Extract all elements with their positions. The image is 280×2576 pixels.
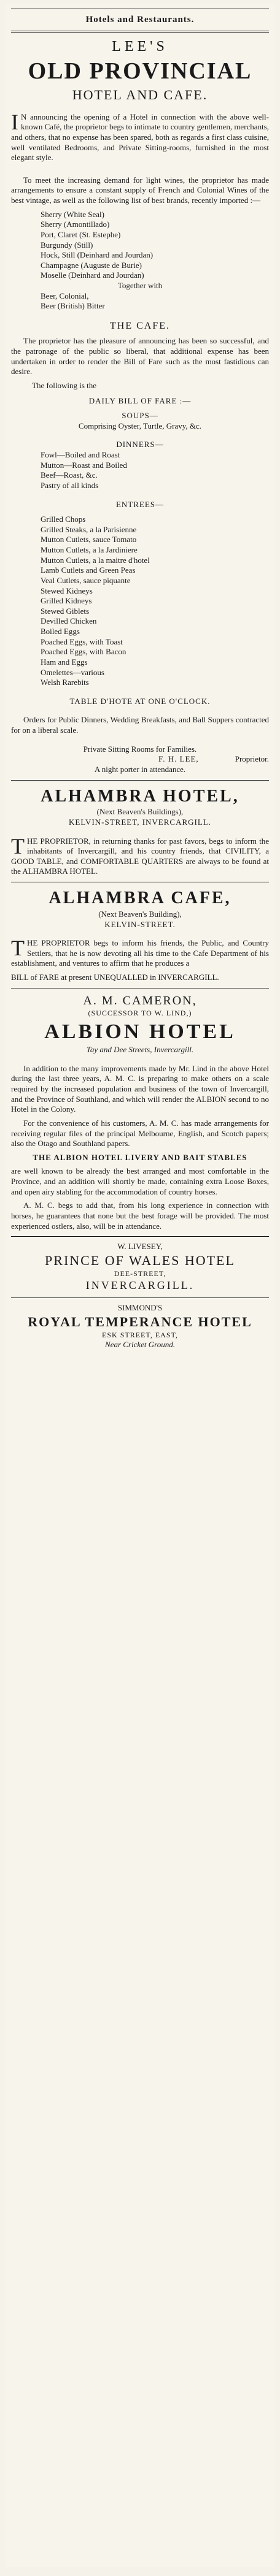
lees-name: LEE'S: [112, 39, 168, 55]
royal-title: ROYAL TEMPERANCE HOTEL: [28, 1313, 252, 1329]
soups-heading: SOUPS—: [122, 411, 158, 421]
lees-wines-intro: To meet the increasing demand for light wines, the proprietor has made arrangements to ensure a constant supply of French and Colonial Wines of the best vintage, as well as the following list of best brands, recently imported :—: [11, 175, 269, 205]
albion-p1: In addition to the many improvements made by Mr. Lind in the above Hotel during the last three years, A. M. C. is preparing to make others on a scale required by the increased population and business of the town of Invercargill, and the Province of Southland, and which will render the ALBION second to no Hotel in the Colony.: [11, 1063, 269, 1114]
entree-item: Veal Cutlets, sauce piquante: [41, 575, 131, 585]
dinner-item: Pastry of all kinds: [41, 480, 99, 490]
orders-text: Orders for Public Dinners, Wedding Breakfasts, and Ball Suppers contracted for on a liberal scale.: [11, 715, 269, 735]
alhambra-cafe-address1: (Next Beaven's Building),: [98, 909, 182, 919]
wine-item: Sherry (Amontillado): [41, 220, 110, 229]
alhambra-cafe-bill: BILL of FARE at present UNEQUALLED in INVERCARGILL.: [11, 973, 219, 982]
proprietor-name: F. H. LEE,: [158, 754, 199, 764]
newspaper-page: [5, 4, 275, 2567]
section-rule: [11, 31, 269, 32]
table-dhote: TABLE D'HOTE AT ONE O'CLOCK.: [69, 696, 211, 706]
entree-item: Ham and Eggs: [41, 657, 88, 667]
wine-item: Hock, Still (Deinhard and Jourdan): [41, 250, 154, 260]
albion-p3: A. M. C. begs to add that, from his long experience in connection with horses, he guarantees that none but the best forage will be provided. The most experienced ostlers, also, will be in attendance.: [11, 1201, 269, 1231]
dinners-heading: DINNERS—: [116, 440, 164, 449]
entree-item: Mutton Cutlets, a la maitre d'hotel: [41, 555, 150, 565]
albion-title: ALBION HOTEL: [44, 1020, 236, 1043]
albion-ad: [11, 993, 269, 1231]
lees-subtitle: HOTEL AND CAFE.: [72, 86, 208, 102]
entree-item: Grilled Kidneys: [41, 596, 92, 606]
private-rooms: Private Sitting Rooms for Families.: [83, 744, 197, 754]
prince-town: INVERCARGILL.: [85, 1279, 195, 1292]
entree-item: Stewed Giblets: [41, 606, 90, 616]
alhambra-cafe-text: THE PROPRIETOR begs to inform his friends, the Public, and Country Settlers, that he is now devoting all his time to the Cafe Department of his establishment, and ventures to affirm that he produces a: [11, 936, 269, 968]
wine-item: Sherry (White Seal): [41, 209, 104, 219]
entree-list: [11, 514, 269, 688]
section-header: Hotels and Restaurants.: [85, 15, 195, 25]
dinner-list: [11, 450, 269, 491]
alhambra-cafe-address2: KELVIN-STREET.: [104, 919, 176, 929]
royal-ad: [11, 1303, 269, 1350]
proprietor-label: Proprietor.: [235, 754, 269, 764]
signature-block: [11, 754, 269, 765]
prince-title: PRINCE OF WALES HOTEL: [45, 1252, 235, 1268]
alhambra-hotel-title: ALHAMBRA HOTEL,: [41, 786, 239, 806]
entree-item: Grilled Chops: [41, 514, 86, 524]
entree-item: Omelettes—various: [41, 667, 104, 677]
lees-ad: [11, 37, 269, 774]
albion-livery-heading: THE ALBION HOTEL LIVERY AND BAIT STABLES: [33, 1152, 247, 1162]
bill-heading: DAILY BILL OF FARE :—: [88, 396, 192, 405]
alhambra-hotel-address2: KELVIN-STREET, INVERCARGILL.: [68, 817, 211, 827]
entree-item: Grilled Steaks, a la Parisienne: [41, 524, 137, 534]
entree-item: Mutton Cutlets, sauce Tomato: [41, 535, 137, 545]
albion-p2: For the convenience of his customers, A. M. C. has made arrangements for receiving regular files of the principal Melbourne, English, and Scotch papers; also the Otago and Southland papers.: [11, 1118, 269, 1148]
together-with: Together with: [117, 281, 163, 291]
wine-item: Moselle (Deinhard and Jourdan): [41, 270, 144, 280]
prince-owner: W. LIVESEY,: [117, 1242, 163, 1252]
dinner-item: Beef—Roast, &c.: [41, 470, 98, 480]
alhambra-cafe-ad: [11, 887, 269, 983]
royal-near: Near Cricket Ground.: [105, 1340, 175, 1350]
royal-street: ESK STREET, EAST,: [102, 1331, 178, 1340]
prince-street: DEE-STREET,: [114, 1269, 166, 1278]
albion-successor: (SUCCESSOR TO W. LIND,): [88, 1009, 192, 1018]
entrees-heading: ENTREES—: [115, 499, 165, 509]
entree-item: Lamb Cutlets and Green Peas: [41, 565, 136, 575]
beer-item: Beer, Colonial,: [41, 291, 89, 300]
cafe-heading: THE CAFE.: [110, 320, 170, 331]
wine-item: Port, Claret (St. Estephe): [41, 229, 121, 239]
prince-ad: [11, 1242, 269, 1293]
wine-item: Champagne (Auguste de Burie): [41, 260, 142, 270]
entree-item: Welsh Rarebits: [41, 678, 89, 687]
albion-owner: A. M. CAMERON,: [83, 993, 197, 1007]
entree-item: Devilled Chicken: [41, 616, 97, 626]
ad-rule: [11, 780, 269, 781]
dinner-item: Fowl—Boiled and Roast: [41, 450, 120, 460]
dinner-item: Mutton—Roast and Boiled: [41, 460, 127, 470]
lees-title: OLD PROVINCIAL: [28, 58, 252, 84]
ad-rule: [11, 1236, 269, 1237]
alhambra-cafe-title: ALHAMBRA CAFE,: [49, 889, 231, 908]
beer-item: Beer (British) Bitter: [41, 301, 105, 311]
following-text: The following is the: [32, 380, 97, 390]
entree-item: Stewed Kidneys: [41, 586, 93, 595]
entree-item: Poached Eggs, with Bacon: [41, 647, 126, 657]
lees-intro: IN announcing the opening of a Hotel in connection with the above well-known Café, the proprietor begs to intimate to country gentlemen, merchants, and others, that no expense has been spared, both as regards a first class cuisine, well ventilated Bedrooms, and Private Sitting-rooms, furnished in the most elegant style.: [11, 109, 269, 162]
albion-street: Tay and Dee Streets, Invercargill.: [86, 1045, 194, 1055]
entree-item: Poached Eggs, with Toast: [41, 636, 123, 646]
alhambra-hotel-text: THE PROPRIETOR, in returning thanks for past favors, begs to inform the inhabitants of Invercargill, and his country friends, that CIVILITY, a GOOD TABLE, and COMFORTABLE QUARTERS are always to be found at the ALHAMBRA HOTEL.: [11, 833, 269, 876]
alhambra-hotel-ad: [11, 785, 269, 877]
alhambra-hotel-address1: (Next Beaven's Buildings),: [96, 807, 184, 817]
soups-text: Comprising Oyster, Turtle, Gravy, &c.: [78, 421, 202, 430]
entree-item: Mutton Cutlets, a la Jardiniere: [41, 545, 138, 555]
wine-item: Burgundy (Still): [41, 240, 93, 250]
albion-livery: are well known to be already the best arranged and most comfortable in the Province, and an addition will shortly be made, containing extra Loose Boxes, and open airy stabling for the accommodation of country horses.: [11, 1166, 269, 1196]
cafe-text: The proprietor has the pleasure of announcing has been so successful, and the patronage of the public so liberal, that additional expense has been undertaken in order to render the Bill of Fare such as the most fastidious can desire.: [11, 336, 269, 376]
night-porter: A night porter in attendance.: [94, 764, 186, 774]
wine-list: [11, 210, 269, 281]
royal-owner: SIMMOND'S: [117, 1303, 163, 1313]
entree-item: Boiled Eggs: [41, 627, 80, 636]
beer-list: [11, 291, 269, 311]
